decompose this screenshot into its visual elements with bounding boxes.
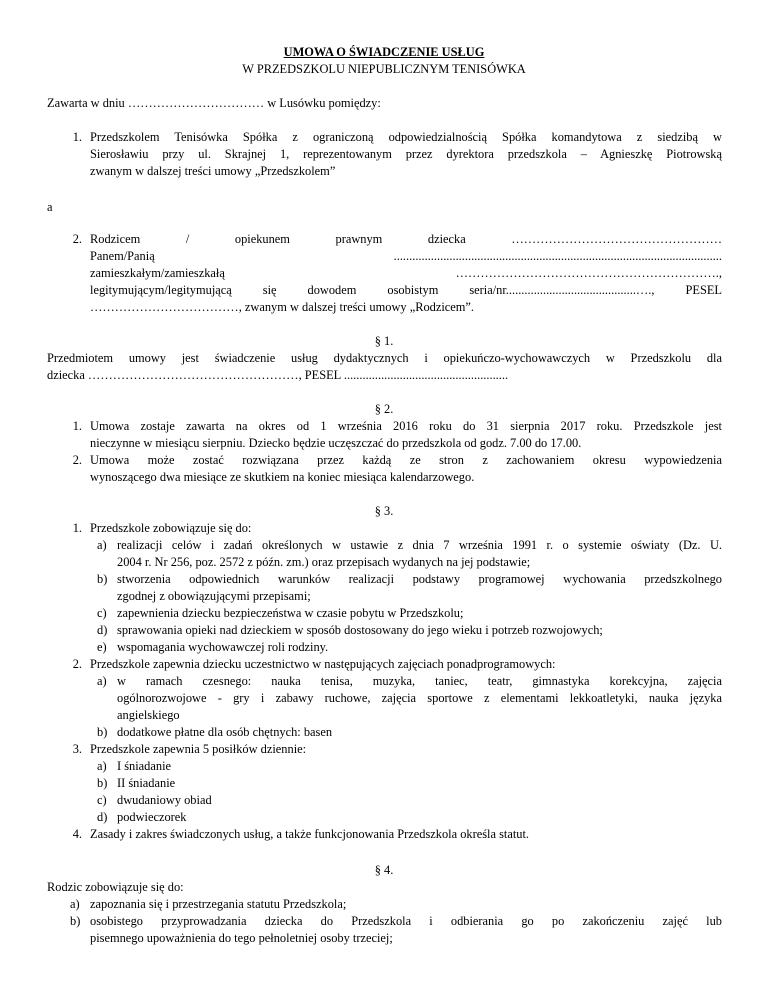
s2-item2-line2: wynoszącego dwa miesiące ze skutkiem na koniec miesiąca kalendarzowego. — [90, 470, 475, 484]
document-title: UMOWA O ŚWIADCZENIE USŁUG — [283, 45, 485, 59]
party2-line4: legitymującym/legitymującą się dowodem osobistym seria/nr..........................................…., PESEL — [90, 283, 722, 297]
s3-3d: podwieczorek — [117, 810, 187, 824]
s3-b-line2: zgodnej z obowiązującymi przepisami; — [117, 589, 311, 603]
party2-line5: ………………………………, zwanym w dalszej treści umowy „Rodzicem”. — [90, 300, 475, 314]
s4-intro: Rodzic zobowiązuje się do: — [47, 880, 184, 894]
s2-item1-line1: Umowa zostaje zawarta na okres od 1 września 2016 roku do 31 sierpnia 2017 roku. Przedszkole jest — [90, 419, 722, 433]
s2-item2-line1: Umowa może zostać rozwiązana przez każdą ze stron z zachowaniem okresu wypowiedzenia — [90, 453, 722, 467]
s2-item2-number: 2. — [72, 453, 82, 467]
section4-heading: § 4. — [374, 863, 394, 877]
s4-b-line1: osobistego przyprowadzania dziecka do Przedszkola i odbierania go po zakończeniu zajęć lub — [90, 914, 722, 928]
party2-number: 2. — [72, 232, 82, 246]
s3-3c-letter: c) — [97, 793, 107, 807]
section1-line1: Przedmiotem umowy jest świadczenie usług dydaktycznych i opiekuńczo-wychowawczych w Przedszkolu dla — [47, 351, 722, 365]
s2-item1-number: 1. — [72, 419, 82, 433]
party1-line3: zwanym w dalszej treści umowy „Przedszkolem” — [90, 164, 336, 178]
s3-2b-letter: b) — [97, 725, 108, 739]
s3-item1: Przedszkole zobowiązuje się do: — [90, 521, 252, 535]
s3-b-letter: b) — [97, 572, 108, 586]
party2-line3: zamieszkałym/zamieszkałą ………………………………………………………., — [90, 266, 722, 280]
s3-d: sprawowania opieki nad dzieckiem w sposób dostosowany do jego wieku i potrzeb rozwojowych; — [117, 623, 603, 637]
s3-item2: Przedszkole zapewnia dziecku uczestnictwo w następujących zajęciach ponadprogramowych: — [90, 657, 556, 671]
intro-line: Zawarta w dniu …………………………… w Lusówku pomiędzy: — [47, 96, 381, 110]
s3-item1-number: 1. — [72, 521, 82, 535]
s3-2b: dodatkowe płatne dla osób chętnych: basen — [117, 725, 333, 739]
document-subtitle: W PRZEDSZKOLU NIEPUBLICZNYM TENISÓWKA — [242, 62, 526, 76]
s3-e: wspomagania wychowawczej roli rodziny. — [117, 640, 329, 654]
party1-number: 1. — [72, 130, 82, 144]
s3-b-line1: stworzenia odpowiednich warunków realizacji podstawy programowej wychowania przedszkolnego — [117, 572, 722, 586]
s4-b-letter: b) — [70, 914, 81, 928]
section3-heading: § 3. — [374, 504, 394, 518]
s3-3a: I śniadanie — [117, 759, 172, 773]
s3-2a-line3: angielskiego — [117, 708, 180, 722]
s3-item3-number: 3. — [72, 742, 82, 756]
s3-3d-letter: d) — [97, 810, 108, 824]
s3-a-line2: 2004 r. Nr 256, poz. 2572 z późn. zm.) oraz przepisach wydanych na jej podstawie; — [117, 555, 531, 569]
s4-a-letter: a) — [70, 897, 80, 911]
s3-3c: dwudaniowy obiad — [117, 793, 212, 807]
s3-item4-number: 4. — [72, 827, 82, 841]
s4-a: zapoznania się i przestrzegania statutu Przedszkola; — [90, 897, 347, 911]
s3-3b-letter: b) — [97, 776, 108, 790]
s3-c: zapewnienia dziecku bezpieczeństwa w czasie pobytu w Przedszkolu; — [117, 606, 464, 620]
s3-3a-letter: a) — [97, 759, 107, 773]
s2-item1-line2: nieczynne w miesiącu sierpniu. Dziecko będzie uczęszczać do przedszkola od godz. 7.00 do 17.00. — [90, 436, 582, 450]
party2-line1: Rodzicem / opiekunem prawnym dziecka …………………………………………… — [90, 232, 722, 246]
s3-item3: Przedszkole zapewnia 5 posiłków dziennie: — [90, 742, 307, 756]
s3-c-letter: c) — [97, 606, 107, 620]
party1-line1: Przedszkolem Tenisówka Spółka z ograniczoną odpowiedzialnością Spółka komandytowa z siedzibą w — [90, 130, 722, 144]
s3-item2-number: 2. — [72, 657, 82, 671]
s3-2a-line1: w ramach czesnego: nauka tenisa, muzyka, taniec, teatr, gimnastyka korekcyjna, zajęcia — [117, 674, 722, 688]
s4-b-line2: pisemnego upoważnienia do tego pełnoletniej osoby trzeciej; — [90, 931, 393, 945]
s3-2a-letter: a) — [97, 674, 107, 688]
s3-d-letter: d) — [97, 623, 108, 637]
section2-heading: § 2. — [374, 402, 394, 416]
party2-line2: Panem/Panią .......................................................................................................... — [90, 249, 722, 263]
s3-3b: II śniadanie — [117, 776, 176, 790]
conjunction: a — [47, 200, 53, 214]
s3-2a-line2: ogólnorozwojowe - gry i zabawy ruchowe, zajęcia sportowe z elementami lekkoatletyki, nauka języka — [117, 691, 722, 705]
s3-a-line1: realizacji celów i zadań określonych w ustawie z dnia 7 września 1991 r. o systemie oświaty (Dz. U. — [117, 538, 722, 552]
section1-heading: § 1. — [374, 334, 394, 348]
s3-a-letter: a) — [97, 538, 107, 552]
s3-e-letter: e) — [97, 640, 107, 654]
section1-line2: dziecka ……………………………………………, PESEL ..................................................... — [47, 368, 509, 382]
party1-line2: Sierosławiu przy ul. Skrajnej 1, reprezentowanym przez dyrektora przedszkola – Agnieszkę Piotrowską — [90, 147, 722, 161]
s3-item4: Zasady i zakres świadczonych usług, a także funkcjonowania Przedszkola określa statut. — [90, 827, 530, 841]
